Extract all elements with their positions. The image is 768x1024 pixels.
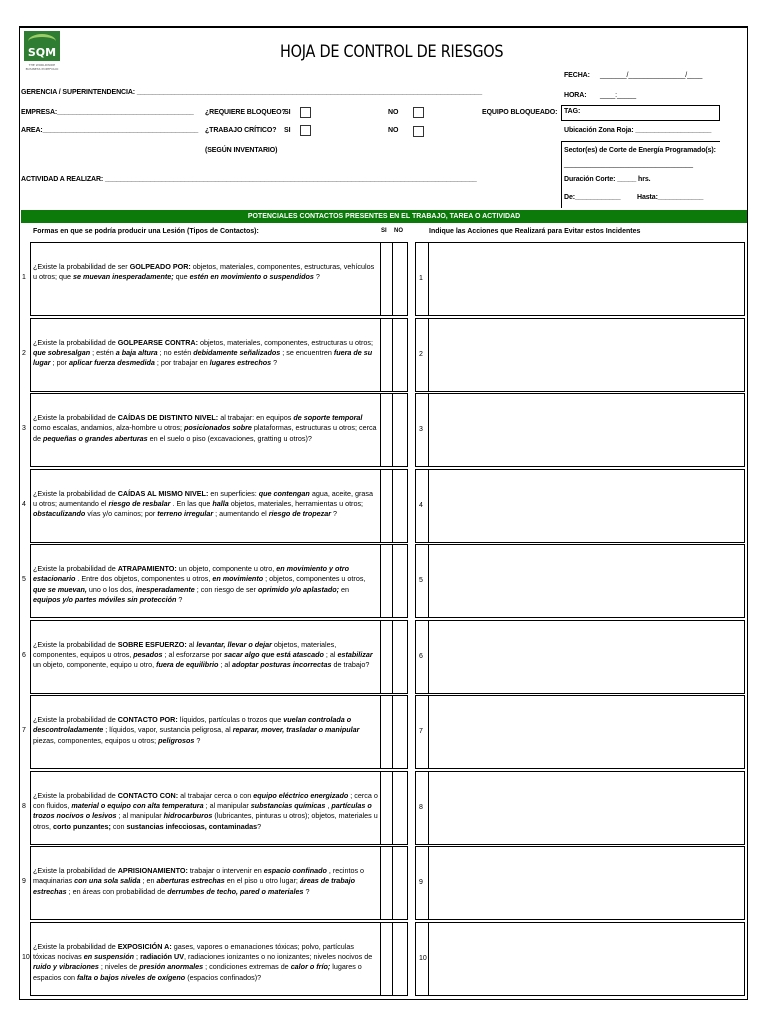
no-checkbox[interactable] (393, 469, 408, 543)
si-checkbox[interactable] (380, 242, 393, 316)
sectores-label: Sector(es) de Corte de Energía Programado(s): (564, 147, 716, 154)
action-number: 1 (415, 242, 429, 316)
row-number: 6 (22, 651, 26, 659)
row-number: 5 (22, 576, 26, 583)
area-field[interactable]: AREA:_________________________________________ (21, 127, 199, 134)
hora-field[interactable]: ____:_____ (600, 92, 636, 99)
action-input-box[interactable] (429, 242, 745, 316)
question-text: ¿Existe la probabilidad de CAÍDAS AL MISMO NIVEL: en superficies: que contengan agua, aceite, grasa u otros; aumentando el riesgo de resbalar . En las que halla objetos, materiales, herramientas u otros; obstaculizando vías y/o caminos; por terreno irregular ; aumentando el riesgo de tropezar ? (33, 488, 373, 519)
question-text: ¿Existe la probabilidad de CONTACTO POR: líquidos, partículas o trozos que vuelan controlada o descontroladamente ; líquidos, vapor, sustancia peligrosa, al reparar, mover, trasladar o manipular piezas, componentes, equipos u otros; peligrosos ? (33, 715, 360, 745)
action-input-box[interactable] (429, 922, 745, 996)
si-checkbox[interactable] (380, 393, 393, 467)
de-field[interactable]: De:____________ (564, 194, 621, 201)
sqm-logo-mark: SQM (24, 31, 60, 61)
section-header: POTENCIALES CONTACTOS PRESENTES EN EL TRABAJO, TAREA O ACTIVIDAD (21, 210, 747, 223)
hasta-field[interactable]: Hasta:____________ (637, 194, 704, 201)
question-text: ¿Existe la probabilidad de ATRAPAMIENTO: un objeto, componente u otro, en movimiento y otro estacionario . Entre dos objetos, componentes u otros, en movimiento ; objetos, componentes u otros, que se muevan, uno o los dos, inesperadamente ; con riesgo de ser oprimido y/o aplastado; en equipos y/o partes móviles sin protección ? (33, 564, 366, 605)
col-header-no: NO (394, 228, 403, 234)
action-input-box[interactable] (429, 771, 745, 845)
critico-si-checkbox[interactable] (300, 125, 311, 136)
row-number: 8 (22, 802, 26, 810)
gerencia-field[interactable]: GERENCIA / SUPERINTENDENCIA: ___________________________________________________________________________________________ (21, 89, 483, 96)
no-checkbox[interactable] (393, 922, 408, 996)
si-checkbox[interactable] (380, 544, 393, 618)
question-text: ¿Existe la probabilidad de ser GOLPEADO POR: objetos, materiales, componentes, estructuras, vehículos u otros; que se muevan inesperadamente; que estén en movimiento o suspendidos ? (33, 262, 375, 282)
tag-field[interactable] (561, 105, 720, 121)
si-checkbox[interactable] (380, 620, 393, 694)
question-text: ¿Existe la probabilidad de CAÍDAS DE DISTINTO NIVEL: al trabajar: en equipos de soporte temporal como escalas, andamios, alza-hombre u otros; posicionados sobre plataformas, estructuras u otros; cerca de pequeñas o grandes aberturas en el suelo o piso (excavaciones, gratting u otros)? (33, 413, 377, 443)
trabajo-critico-label: ¿TRABAJO CRÍTICO? (205, 127, 277, 134)
requiere-bloqueo-label: ¿REQUIERE BLOQUEO? (205, 109, 286, 116)
page-title: HOJA DE CONTROL DE RIESGOS (280, 42, 504, 62)
col-header-acciones: Indique las Acciones que Realizará para Evitar estos Incidentes (429, 228, 641, 235)
action-input-box[interactable] (429, 318, 745, 392)
sectores-field[interactable]: __________________________________ (564, 161, 693, 168)
action-input-box[interactable] (429, 846, 745, 920)
row-number: 4 (22, 500, 26, 508)
bloqueo-no-label: NO (388, 109, 399, 116)
action-number: 4 (415, 469, 429, 543)
action-input-box[interactable] (429, 393, 745, 467)
bloqueo-no-checkbox[interactable] (413, 107, 424, 118)
no-checkbox[interactable] (393, 544, 408, 618)
bloqueo-si-label: SI (284, 109, 291, 116)
action-number: 3 (415, 393, 429, 467)
action-number: 6 (415, 620, 429, 694)
question-text: ¿Existe la probabilidad de GOLPEARSE CONTRA: objetos, materiales, componentes, estructuras u otros; que sobresalgan ; estén a baja altura ; no estén debidamente señalizados ; se encuentren fuera de su lugar ; por aplicar fuerza desmedida ; por trabajar en lugares estrechos ? (33, 337, 373, 368)
question-text: ¿Existe la probabilidad de EXPOSICIÓN A: gases, vapores o emanaciones tóxicas; polvo, partículas tóxicas nocivas en suspensión ; radiación UV, radiaciones ionizantes o no ionizantes; niveles nocivos de ruido y vibraciones ; niveles de presión anormales ; condiciones extremas de calor o frío; lugares o espacios con falta o bajos niveles de oxígeno (espacios confinados)? (33, 941, 373, 982)
si-checkbox[interactable] (380, 469, 393, 543)
fecha-field[interactable]: _______/_______________/____ (600, 72, 703, 79)
sqm-logo (24, 31, 60, 75)
si-checkbox[interactable] (380, 771, 393, 845)
action-number: 8 (415, 771, 429, 845)
action-input-box[interactable] (429, 695, 745, 769)
risk-control-sheet (19, 26, 748, 1000)
action-number: 5 (415, 544, 429, 618)
no-checkbox[interactable] (393, 242, 408, 316)
ubicacion-field[interactable]: Ubicación Zona Roja: ____________________ (564, 127, 712, 134)
action-number: 10 (415, 922, 429, 996)
segun-inventario-label: (SEGÚN INVENTARIO) (205, 147, 278, 154)
actividad-field[interactable]: ACTIVIDAD A REALIZAR: __________________________________________________________________________________________________ (21, 176, 477, 183)
question-text: ¿Existe la probabilidad de APRISIONAMIENTO: trabajar o intervenir en espacio confinado , recintos o maquinarias con una sola salida ; en aberturas estrechas en el piso u otro lugar; áreas de trabajo estrechas ; en áreas con probabilidad de derrumbes de techo, pared o materiales ? (33, 866, 365, 896)
row-number: 2 (22, 349, 26, 357)
no-checkbox[interactable] (393, 695, 408, 769)
si-checkbox[interactable] (380, 922, 393, 996)
row-number: 9 (22, 878, 26, 885)
equipo-bloqueado-label: EQUIPO BLOQUEADO: (482, 109, 558, 116)
question-text: ¿Existe la probabilidad de CONTACTO CON: al trabajar cerca o con equipo eléctrico energizado ; cerca o con fluidos, material o equipo con alta temperatura ; al manipular substancias químicas , partículas o trozos nocivos o lesivos ; al manipular hidrocarburos (lubricantes, pinturas u otros); objetos, materiales u otros, corto punzantes; con sustancias infecciosas, contaminadas? (33, 790, 378, 831)
action-input-box[interactable] (429, 469, 745, 543)
question-text: ¿Existe la probabilidad de SOBRE ESFUERZO: al levantar, llevar o dejar objetos, materiales, componentes, equipos u otros, pesados ; al esforzarse por sacar algo que está atascado ; al estabilizar un objeto, componente, equipo u otro, fuera de equilibrio ; al adoptar posturas incorrectas de trabajo? (33, 639, 373, 670)
sqm-logo-tagline: THE WORLDWIDE BUSINESS PORTFOLIO (25, 63, 59, 71)
row-number: 1 (22, 274, 26, 281)
no-checkbox[interactable] (393, 846, 408, 920)
fecha-label: FECHA: (564, 72, 590, 79)
hora-label: HORA: (564, 92, 587, 99)
no-checkbox[interactable] (393, 620, 408, 694)
action-number: 9 (415, 846, 429, 920)
col-header-lesion: Formas en que se podría producir una Lesión (Tipos de Contactos): (33, 228, 259, 235)
duracion-field[interactable]: Duración Corte: _____ hrs. (564, 176, 651, 183)
critico-no-checkbox[interactable] (413, 126, 424, 137)
si-checkbox[interactable] (380, 318, 393, 392)
critico-si-label: SI (284, 127, 291, 134)
tag-label: TAG: (564, 108, 581, 115)
bloqueo-si-checkbox[interactable] (300, 107, 311, 118)
row-number: 3 (22, 425, 26, 432)
row-number: 10 (22, 953, 30, 961)
si-checkbox[interactable] (380, 695, 393, 769)
action-number: 2 (415, 318, 429, 392)
si-checkbox[interactable] (380, 846, 393, 920)
action-input-box[interactable] (429, 544, 745, 618)
no-checkbox[interactable] (393, 318, 408, 392)
no-checkbox[interactable] (393, 771, 408, 845)
action-input-box[interactable] (429, 620, 745, 694)
col-header-si: SI (381, 228, 387, 234)
action-number: 7 (415, 695, 429, 769)
empresa-field[interactable]: EMPRESA:____________________________________ (21, 109, 194, 116)
no-checkbox[interactable] (393, 393, 408, 467)
row-number: 7 (22, 727, 26, 734)
critico-no-label: NO (388, 127, 399, 134)
